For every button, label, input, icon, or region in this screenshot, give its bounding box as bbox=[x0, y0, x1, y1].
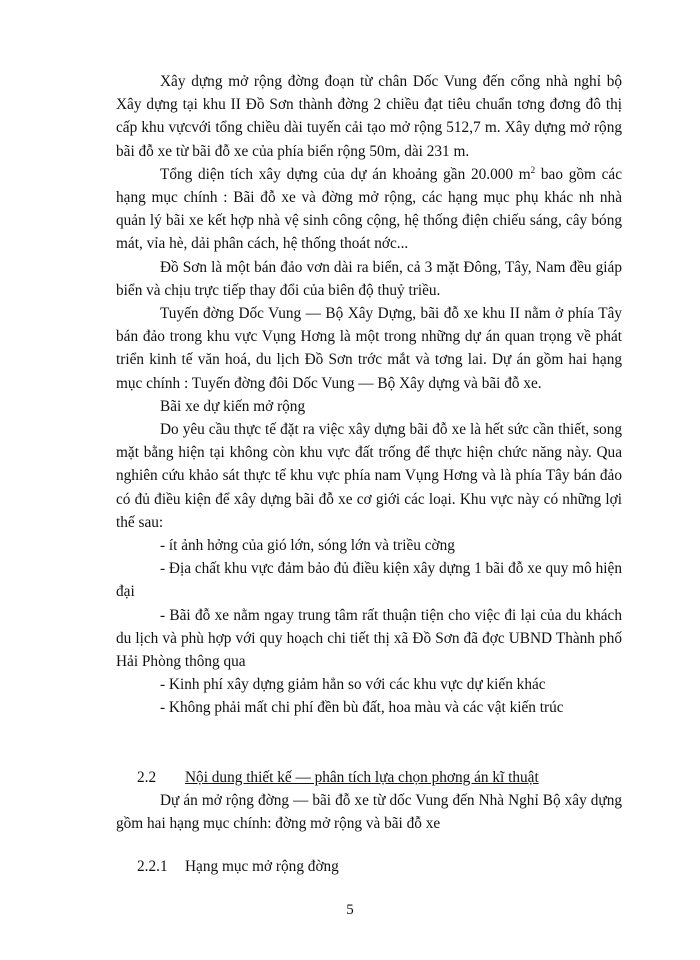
list-item: - Địa chất khu vực đảm bảo đủ điều kiện xây dựng 1 bãi đỗ xe quy mô hiện đại bbox=[116, 560, 622, 601]
section-title: Nội dung thiết kế — phân tích lựa chọn phơng án kĩ thuật bbox=[185, 768, 539, 786]
paragraph-road-expansion: Xây dựng mở rộng đờng đoạn từ chân Dốc Vung đến cổng nhà nghỉ bộ Xây dựng tại khu II Đồ Sơn thành đờng 2 chiều đạt tiêu chuẩn tơng đơng đô thị cấp khu vựcvới tổng chiều dài tuyến cải tạo mở rộng 512,7 m. Xây dựng mở rộng bãi đỗ xe từ bãi đỗ xe của phía biển rộng 50m, dài 231 m. bbox=[116, 73, 622, 160]
section-number: 2.2.1 bbox=[137, 858, 168, 876]
paragraph-project-scope: Dự án mở rộng đờng — bãi đỗ xe từ dốc Vung đến Nhà Nghỉ Bộ xây dựng gồm hai hạng mục chính: đờng mở rộng và bãi đỗ xe bbox=[116, 791, 622, 833]
section-number: 2.2 bbox=[137, 768, 157, 786]
list-item: - Bãi đỗ xe nằm ngay trung tâm rất thuận tiện cho việc đi lại của du khách du lịch và phù hợp với quy hoạch chi tiết thị xã Đồ Sơn đã đợc UBND Thành phố Hải Phòng thông qua bbox=[116, 606, 622, 671]
page-body bbox=[116, 70, 622, 878]
total-area-text-cont: bao gồm các hạng mục chính : Bãi đỗ xe và đờng mở rộng, các hạng mục phụ khác nh nhà quản lý bãi xe kết hợp nhà vệ sinh công cộng, hệ thống điện chiếu sáng, cây bóng mát, vỉa hè, dải phân cách, hệ thống thoát nớc... bbox=[116, 165, 623, 253]
total-area-text: Tổng diện tích xây dựng của dự án khoảng gần 20.000 m bbox=[160, 165, 531, 183]
paragraph-total-area bbox=[116, 163, 622, 256]
paragraph-do-son: Đồ Sơn là một bán đảo vơn dài ra biển, cả 3 mặt Đông, Tây, Nam đều giáp biển và chịu trực tiếp thay đổi của biên độ thuỷ triều. bbox=[116, 258, 622, 299]
page-number: 5 bbox=[346, 902, 354, 918]
paragraph-parking-label: Bãi xe dự kiến mở rộng bbox=[160, 397, 306, 415]
section-heading-2-2-1 bbox=[116, 855, 622, 878]
section-title: Hạng mục mở rộng đờng bbox=[185, 858, 339, 876]
list-item: - Kinh phí xây dựng giảm hẳn so với các khu vực dự kiến khác bbox=[160, 676, 546, 694]
superscript-2: 2 bbox=[530, 164, 536, 175]
paragraph-route: Tuyến đờng Dốc Vung — Bộ Xây Dựng, bãi đỗ xe khu II nằm ở phía Tây bán đảo trong khu vực Vụng Hơng là một trong những dự án quan trọng về phát triển kinh tế văn hoá, du lịch Đồ Sơn trớc mắt và tơng lai. Dự án gồm hai hạng mục chính : Tuyến đờng đôi Dốc Vung — Bộ Xây dựng và bãi đỗ xe. bbox=[116, 305, 622, 392]
paragraph-requirement: Do yêu cầu thực tế đặt ra việc xây dựng bãi đỗ xe là hết sức cần thiết, song mặt bằng hiện tại không còn khu vực đất trống để thực hiện chức năng này. Qua nghiên cứu khảo sát thực tế khu vực phía nam Vụng Hơng và là phía Tây bán đảo có đủ điều kiện để xây dựng bãi đỗ xe cơ giới các loại. Khu vực này có những lợi thế sau: bbox=[116, 421, 622, 531]
list-item: - ít ảnh hởng của gió lớn, sóng lớn và triều cờng bbox=[160, 537, 455, 555]
list-item: - Không phải mất chi phí đền bù đất, hoa màu và các vật kiến trúc bbox=[160, 699, 564, 717]
section-heading-2-2 bbox=[116, 766, 622, 789]
